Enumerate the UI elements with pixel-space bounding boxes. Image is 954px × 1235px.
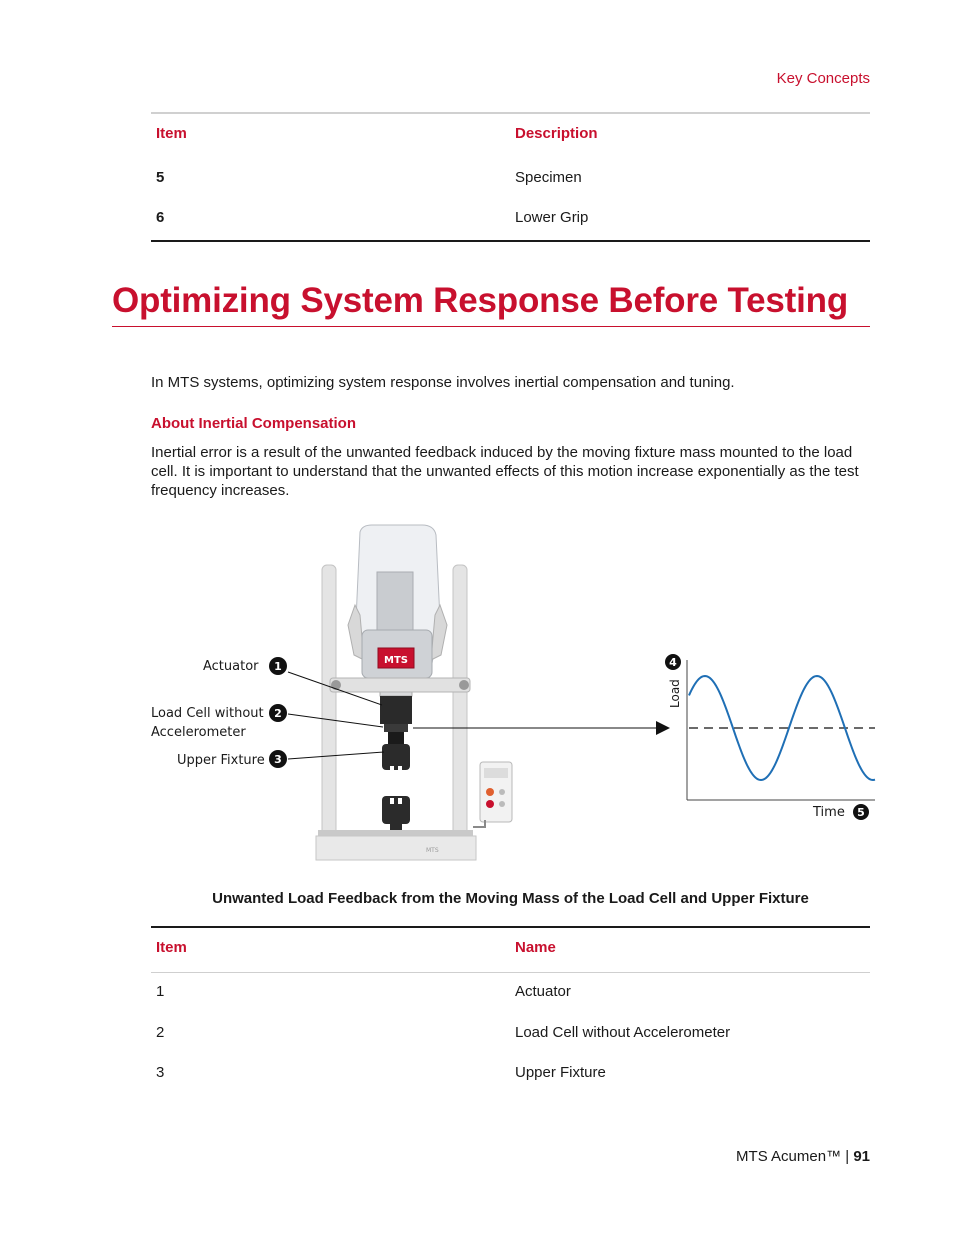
axis-x-label: Time (813, 805, 845, 820)
feedback-arrow (413, 721, 670, 735)
page-footer (736, 1148, 870, 1165)
table2-row-item: 3 (156, 1064, 165, 1081)
table2-row-name: Actuator (515, 983, 571, 1000)
table2-row-item: 1 (156, 983, 165, 1000)
axis-y-number: 4 (669, 656, 677, 669)
axis-y-label: Load (668, 679, 682, 708)
svg-text:Load Cell without: Load Cell without (151, 706, 264, 721)
section-title-rule (112, 326, 870, 327)
axis-x-number: 5 (857, 806, 865, 819)
footer-product: MTS Acumen™ (736, 1148, 842, 1165)
table1-row-description: Specimen (515, 169, 582, 186)
body-paragraph: Inertial error is a result of the unwanted feedback induced by the moving fixture mass mounted to the load cell. It is important to understand that the unwanted effects of this motion increase exponentially as the test frequency increases. (151, 444, 859, 499)
base-brand: MTS (426, 847, 439, 854)
table2-header-item: Item (156, 939, 187, 956)
svg-text:1: 1 (274, 660, 282, 673)
table1-row-item: 6 (156, 209, 165, 226)
table2-top-rule (151, 926, 870, 928)
table1-header-item: Item (156, 125, 187, 142)
callout-upper-fixture (177, 750, 384, 768)
footer-separator: | (845, 1148, 850, 1165)
table1-row-description: Lower Grip (515, 209, 589, 226)
figure-caption: Unwanted Load Feedback from the Moving Mass of the Load Cell and Upper Fixture (212, 890, 809, 907)
svg-text:Actuator: Actuator (203, 659, 259, 674)
table1-header-description: Description (515, 125, 598, 142)
section-title: Optimizing System Response Before Testing (112, 281, 849, 320)
svg-text:3: 3 (274, 753, 282, 766)
figure-inertial-feedback (140, 520, 880, 865)
table1-top-rule (151, 112, 870, 114)
callout-load-cell (151, 704, 383, 740)
svg-text:Accelerometer: Accelerometer (151, 725, 246, 740)
mts-logo: MTS (384, 655, 408, 666)
svg-text:2: 2 (274, 707, 282, 720)
subsection-heading: About Inertial Compensation (151, 415, 357, 432)
table2-header-name: Name (515, 939, 556, 956)
table2-header-rule (151, 972, 870, 973)
table1-row-item: 5 (156, 169, 165, 186)
page-number: 91 (853, 1148, 870, 1165)
table2-row-name: Load Cell without Accelerometer (515, 1024, 731, 1041)
running-head: Key Concepts (776, 70, 870, 87)
table1-bottom-rule (151, 240, 870, 242)
intro-paragraph: In MTS systems, optimizing system response involves inertial compensation and tuning. (151, 374, 735, 391)
table2-row-name: Upper Fixture (515, 1064, 606, 1081)
table2-row-item: 2 (156, 1024, 165, 1041)
svg-text:Upper Fixture: Upper Fixture (177, 753, 265, 768)
load-time-plot (665, 654, 875, 820)
